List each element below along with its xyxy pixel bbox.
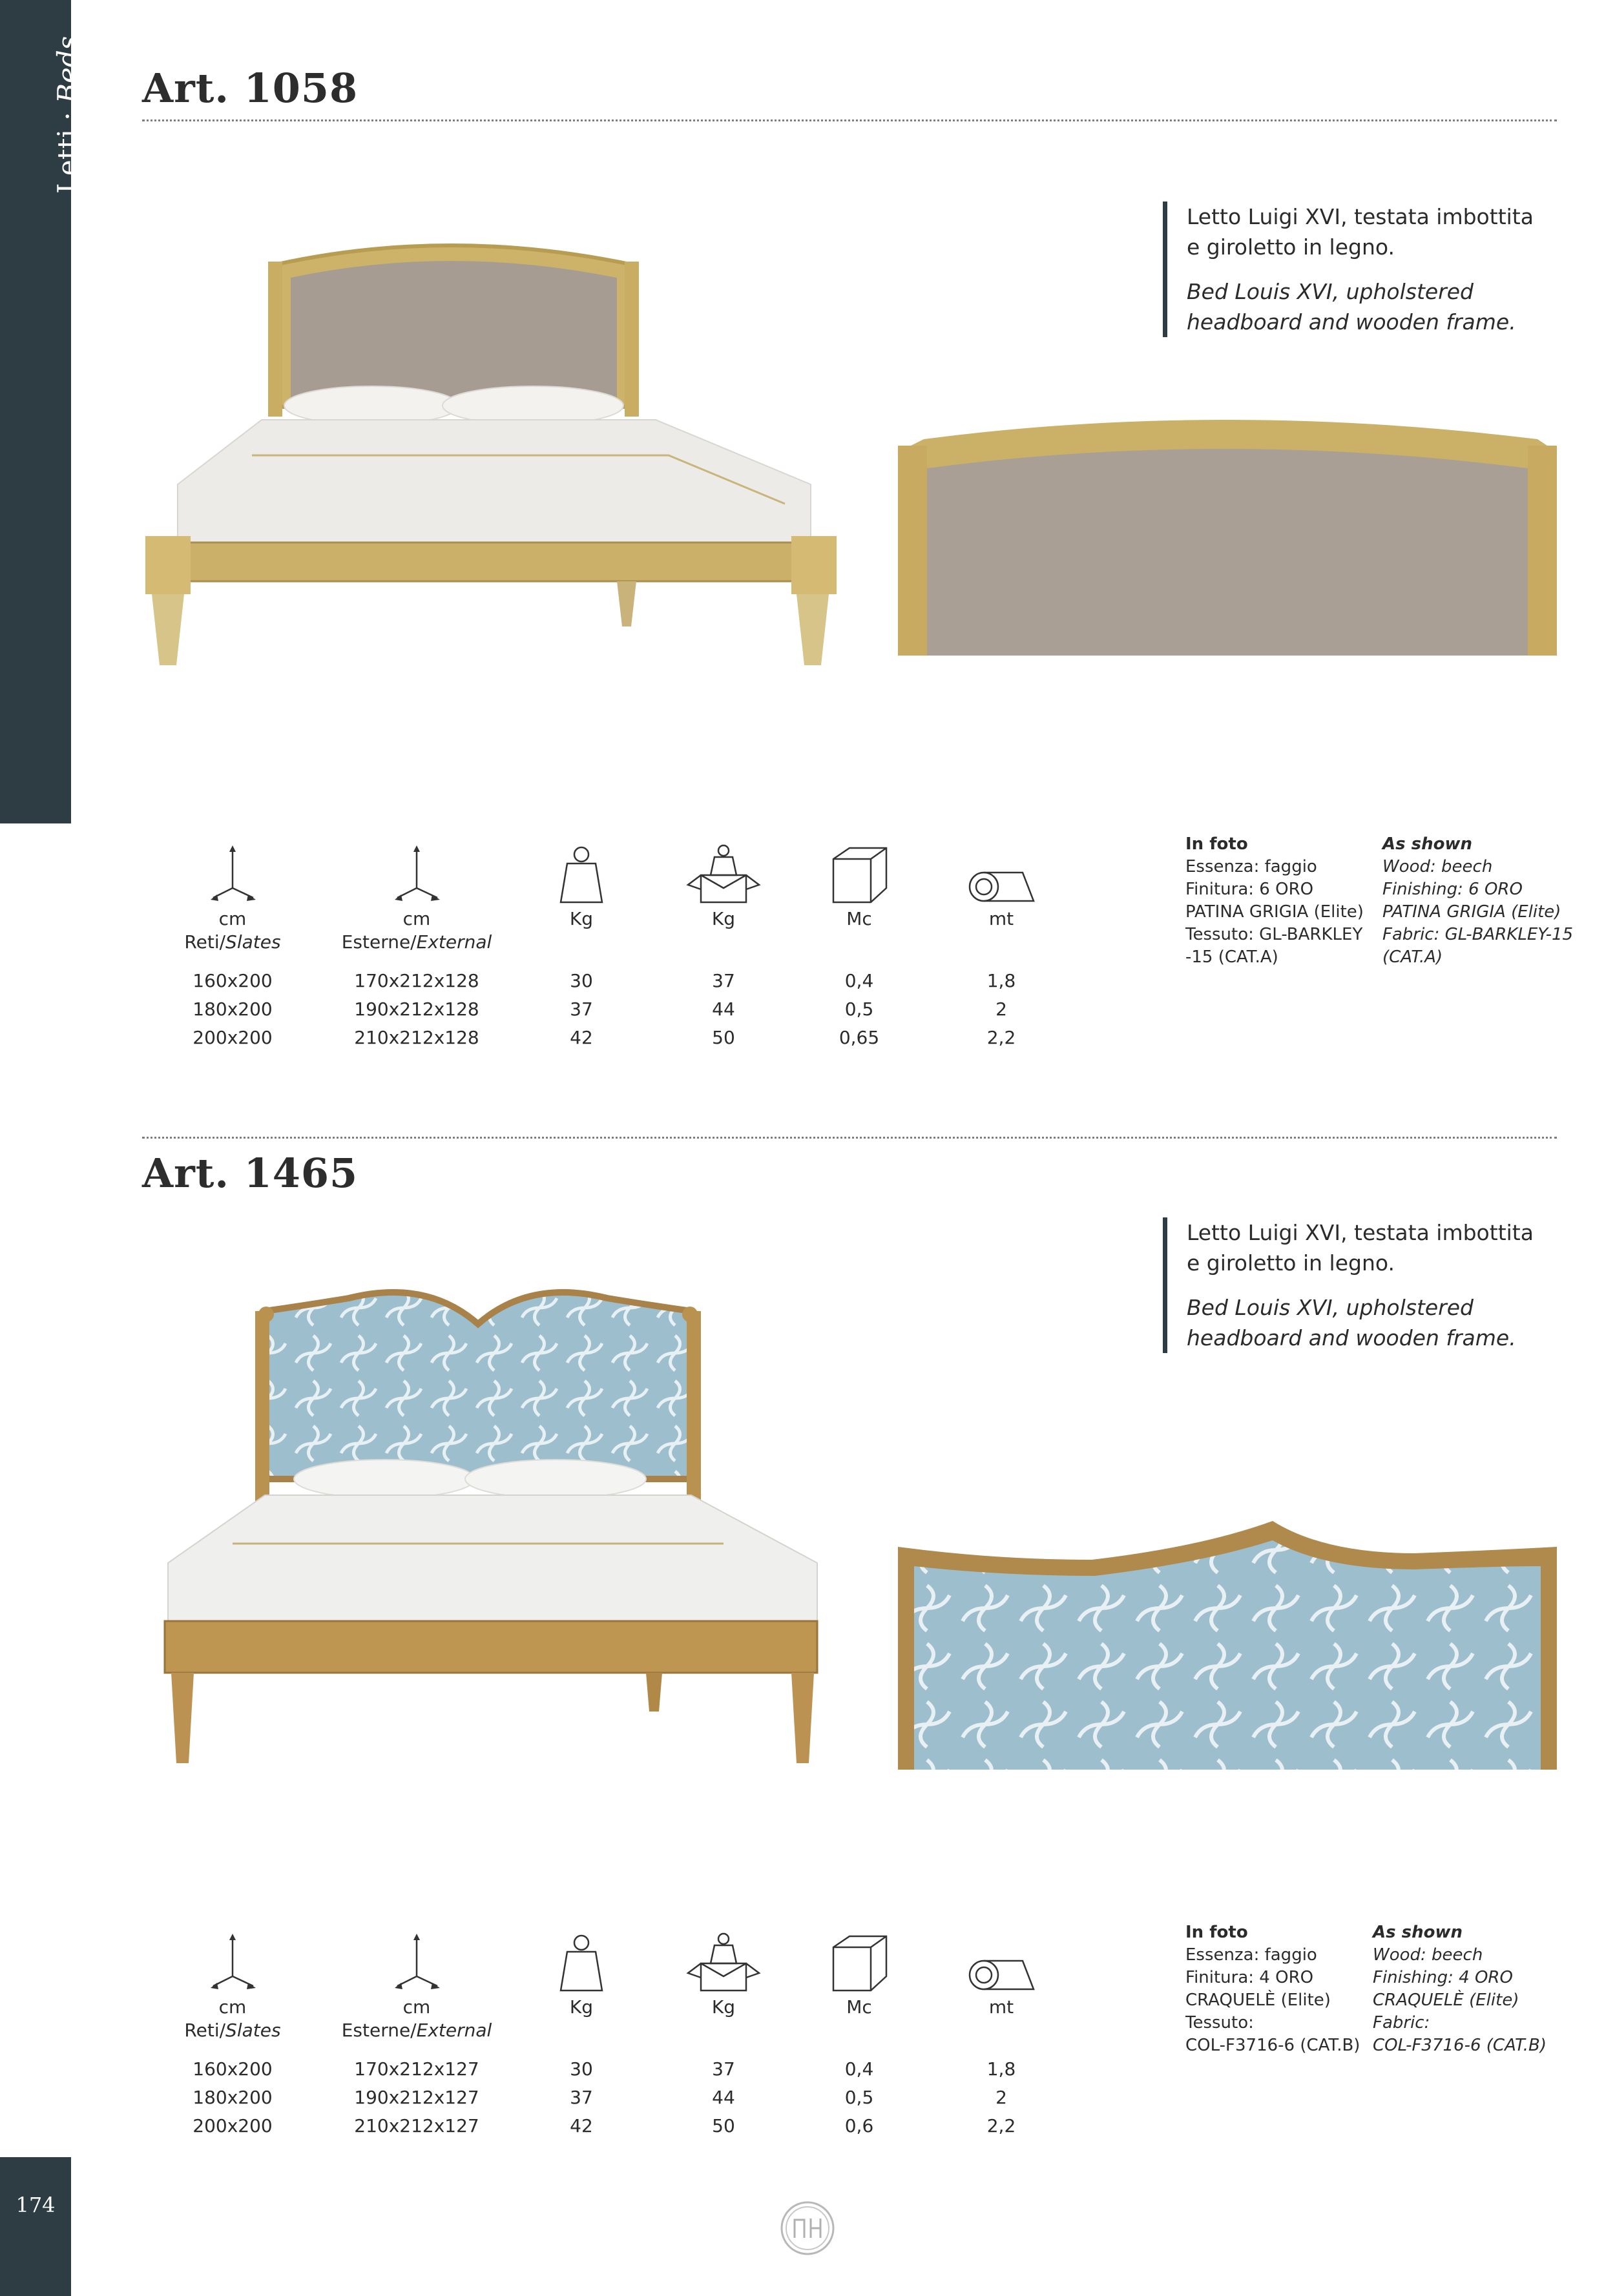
headboard-detail-photo bbox=[898, 413, 1557, 656]
product-title: Art. 1058 bbox=[142, 65, 359, 112]
axes-icon bbox=[162, 840, 304, 907]
photo-details-en: As shown Wood: beech Finishing: 4 ORO CRAQUELÈ (Elite) Fabric: COL-F3716-6 (CAT.B) bbox=[1373, 1923, 1547, 2055]
divider bbox=[142, 119, 1557, 121]
divider bbox=[142, 1137, 1557, 1139]
spec-column: mt 1,8 2 2,2 bbox=[963, 1928, 1040, 2140]
spec-column: cm Esterne/External 170x212x127 190x212x127 210x212x127 bbox=[336, 1928, 497, 2140]
weight-icon bbox=[543, 840, 620, 907]
section-label: Letti · Beds bbox=[52, 36, 83, 194]
spec-column: Kg 30 37 42 bbox=[543, 840, 620, 1052]
weight-icon bbox=[543, 1928, 620, 1996]
photo-details-it: In foto Essenza: faggio Finitura: 6 ORO PATINA GRIGIA (Elite) Tessuto: GL-BARKLEY -15 (CAT.A) bbox=[1185, 834, 1364, 967]
fabric-roll-icon bbox=[963, 840, 1040, 907]
package-weight-icon bbox=[672, 840, 775, 907]
axes-icon bbox=[336, 1928, 497, 1996]
photo-details-it: In foto Essenza: faggio Finitura: 4 ORO CRAQUELÈ (Elite) Tessuto: COL-F3716-6 (CAT.B) bbox=[1185, 1923, 1360, 2055]
spec-column: Kg 30 37 42 bbox=[543, 1928, 620, 2140]
spec-table bbox=[162, 1928, 1079, 2141]
spec-column: mt 1,8 2 2,2 bbox=[963, 840, 1040, 1052]
headboard-detail-photo bbox=[898, 1521, 1557, 1770]
page-number-tab bbox=[0, 2157, 71, 2296]
spec-column: cm Reti/Slates 160x200 180x200 200x200 bbox=[162, 840, 304, 1052]
axes-icon bbox=[336, 840, 497, 907]
bed-photo bbox=[155, 1285, 853, 1776]
product-description: Letto Luigi XVI, testata imbottita e giroletto in legno. Bed Louis XVI, upholstered headboard and wooden frame. bbox=[1163, 202, 1534, 337]
cube-icon bbox=[820, 840, 898, 907]
product-title: Art. 1465 bbox=[142, 1150, 359, 1197]
bed-photo bbox=[139, 200, 843, 685]
page-number: 174 bbox=[16, 2193, 56, 2217]
spec-column: Mc 0,4 0,5 0,65 bbox=[820, 840, 898, 1052]
fabric-roll-icon bbox=[963, 1928, 1040, 1996]
brand-logo-icon bbox=[778, 2199, 837, 2257]
cube-icon bbox=[820, 1928, 898, 1996]
spec-column: Kg 37 44 50 bbox=[672, 1928, 775, 2140]
spec-column: Kg 37 44 50 bbox=[672, 840, 775, 1052]
product-description: Letto Luigi XVI, testata imbottita e giroletto in legno. Bed Louis XVI, upholstered headboard and wooden frame. bbox=[1163, 1217, 1534, 1353]
spec-column: cm Reti/Slates 160x200 180x200 200x200 bbox=[162, 1928, 304, 2140]
spec-table bbox=[162, 840, 1079, 1053]
package-weight-icon bbox=[672, 1928, 775, 1996]
spec-column: Mc 0,4 0,5 0,6 bbox=[820, 1928, 898, 2140]
axes-icon bbox=[162, 1928, 304, 1996]
spec-column: cm Esterne/External 170x212x128 190x212x128 210x212x128 bbox=[336, 840, 497, 1052]
photo-details-en: As shown Wood: beech Finishing: 6 ORO PATINA GRIGIA (Elite) Fabric: GL-BARKLEY-15 (CAT.A) bbox=[1382, 834, 1574, 967]
